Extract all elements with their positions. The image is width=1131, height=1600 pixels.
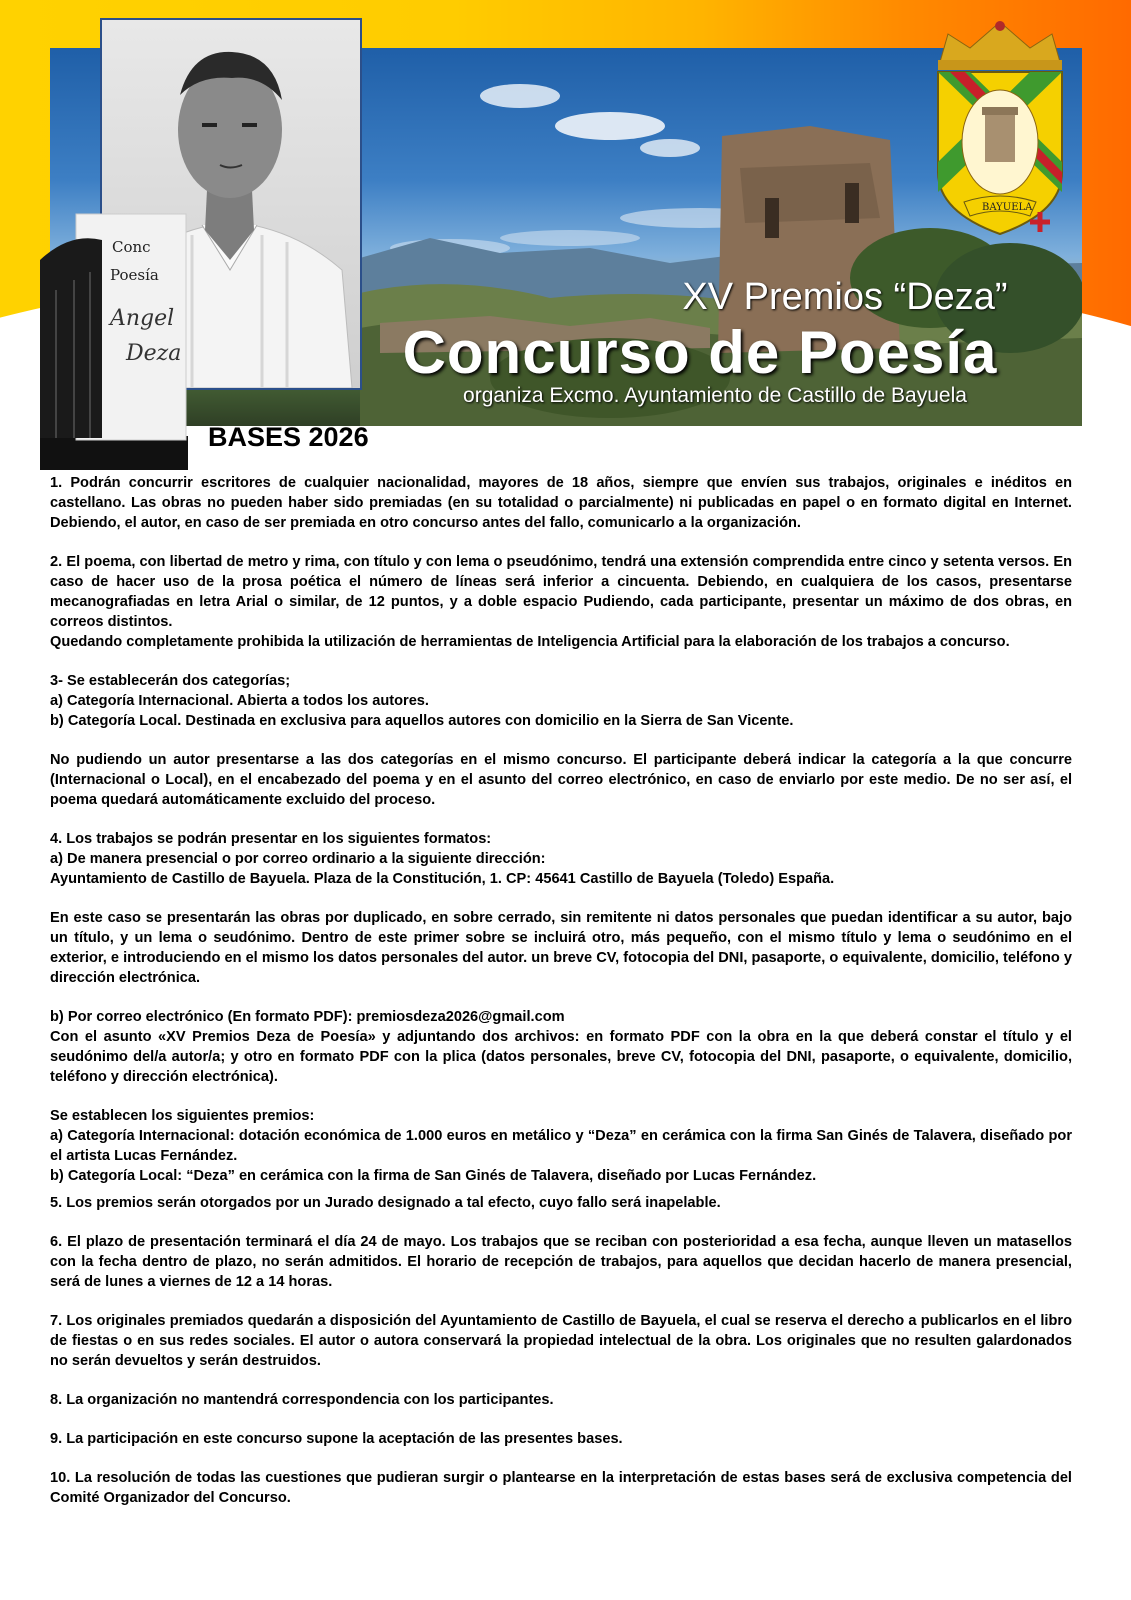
organizer-line: organiza Excmo. Ayuntamiento de Castillo de Bayuela [463, 384, 967, 407]
prize-international: a) Categoría Internacional: dotación económica de 1.000 euros en metálico y “Deza” en cerámica con la firma San Ginés de Talavera, diseñado por el artista Lucas Fernández. [50, 1128, 1072, 1164]
coat-of-arms [930, 12, 1070, 244]
rule-6: 6. El plazo de presentación terminará el día 24 de mayo. Los trabajos que se reciban con posterioridad a esa fecha, aunque lleven un matasellos con la fecha dentro de plazo, no serán admitidos. El horario de recepción de trabajos, para aquellos que decidan hacerlo de manera presencial, será de lunes a viernes de 12 a 14 horas. [50, 1234, 1072, 1290]
rule-3-category-international: a) Categoría Internacional. Abierta a todos los autores. [50, 693, 429, 709]
prizes-heading: Se establecen los siguientes premios: [50, 1108, 315, 1124]
svg-text:Poesía: Poesía [110, 266, 159, 284]
rule-5: 5. Los premios serán otorgados por un Jurado designado a tal efecto, cuyo fallo será inapelable. [50, 1195, 721, 1211]
svg-text:Angel: Angel [110, 306, 175, 331]
crest-text: BAYUELA [982, 202, 1033, 213]
edition-subtitle: XV Premios “Deza” [682, 276, 1008, 318]
rule-1: 1. Podrán concurrir escritores de cualquier nacionalidad, mayores de 18 años, siempre que envíen sus trabajos, originales e inéditos en castellano. Las obras no pueden haber sido premiadas (en su totalidad o parcialmente) ni publicadas en papel o en formato digital en Internet. Debiendo, el autor, en caso de ser premiada en otro concurso antes del fallo, comunicarlo a la organización. [50, 475, 1072, 531]
rule-3: 3- Se establecerán dos categorías; [50, 673, 291, 689]
rule-2-ai-notice: Quedando completamente prohibida la utilización de herramientas de Inteligencia Artificial para la elaboración de los trabajos a concurso. [50, 634, 1010, 650]
rules-content [50, 473, 1072, 1508]
rule-3-category-local: b) Categoría Local. Destinada en exclusiva para aquellos autores con domicilio en la Sierra de San Vicente. [50, 713, 794, 729]
trophy-image [30, 210, 190, 472]
rule-4-address: Ayuntamiento de Castillo de Bayuela. Plaza de la Constitución, 1. CP: 45641 Castillo de Bayuela (Toledo) España. [50, 871, 835, 887]
svg-text:Deza: Deza [126, 341, 182, 366]
rule-2: 2. El poema, con libertad de metro y rima, con título y con lema o pseudónimo, tendrá una extensión comprendida entre cinco y setenta versos. En caso de hacer uso de la prosa poética el número de líneas será inferior a cincuenta. Debiendo, en cualquiera de los casos, presentarse mecanografiadas en letra Arial o similar, de 12 puntos, y a doble espacio Pudiendo, cada participante, presentar un máximo de dos obras, en correos distintos. [50, 554, 1072, 630]
rule-10: 10. La resolución de todas las cuestiones que pudieran surgir o plantearse en la interpretación de estas bases será de exclusiva competencia del Comité Organizador del Concurso. [50, 1470, 1072, 1506]
rule-4-email-details: Con el asunto «XV Premios Deza de Poesía» y adjuntando dos archivos: en formato PDF con la obra en la que deberá constar el título y el seudónimo del/a autor/a; y otro en formato PDF con la plica (datos personales, breve CV, fotocopia del DNI, pasaporte, o equivalente, domicilio, teléfono y dirección electrónica). [50, 1029, 1072, 1085]
rule-4-email: b) Por correo electrónico (En formato PDF): premiosdeza2026@gmail.com [50, 1009, 565, 1025]
page-title: Concurso de Poesía [402, 319, 998, 386]
rule-4-envelope: En este caso se presentarán las obras por duplicado, en sobre cerrado, sin remitente ni datos personales que puedan identificar a su autor, bajo un título, y un lema o seudónimo. Dentro de este primer sobre se incluirá otro, más pequeño, con el mismo título y lema o seudónimo en el exterior, e introduciendo en el mismo los datos personales del autor. un breve CV, fotocopia del DNI, pasaporte, o equivalente, domicilio, teléfono y dirección electrónica. [50, 910, 1072, 986]
trophy-text: Conc [112, 238, 151, 256]
rule-3-note: No pudiendo un autor presentarse a las dos categorías en el mismo concurso. El participante deberá indicar la categoría a la que concurre (Internacional o Local), en el encabezado del poema y en el asunto del correo electrónico, en caso de enviarlo por este medio. De no ser así, el poema quedará automáticamente excluido del proceso. [50, 752, 1072, 808]
prize-local: b) Categoría Local: “Deza” en cerámica con la firma de San Ginés de Talavera, diseñado por Lucas Fernández. [50, 1168, 817, 1184]
rule-8: 8. La organización no mantendrá correspondencia con los participantes. [50, 1392, 554, 1408]
rule-4-presential: a) De manera presencial o por correo ordinario a la siguiente dirección: [50, 851, 546, 867]
rule-9: 9. La participación en este concurso supone la aceptación de las presentes bases. [50, 1431, 623, 1447]
bases-heading: BASES 2026 [208, 422, 369, 452]
rule-4: 4. Los trabajos se podrán presentar en los siguientes formatos: [50, 831, 492, 847]
rule-7: 7. Los originales premiados quedarán a disposición del Ayuntamiento de Castillo de Bayuela, el cual se reserva el derecho a publicarlos en el libro de fiestas o en sus redes sociales. El autor o autora conservará la propiedad intelectual de la obra. Los originales que no resulten galardonados no serán devueltos y serán destruidos. [50, 1313, 1072, 1369]
